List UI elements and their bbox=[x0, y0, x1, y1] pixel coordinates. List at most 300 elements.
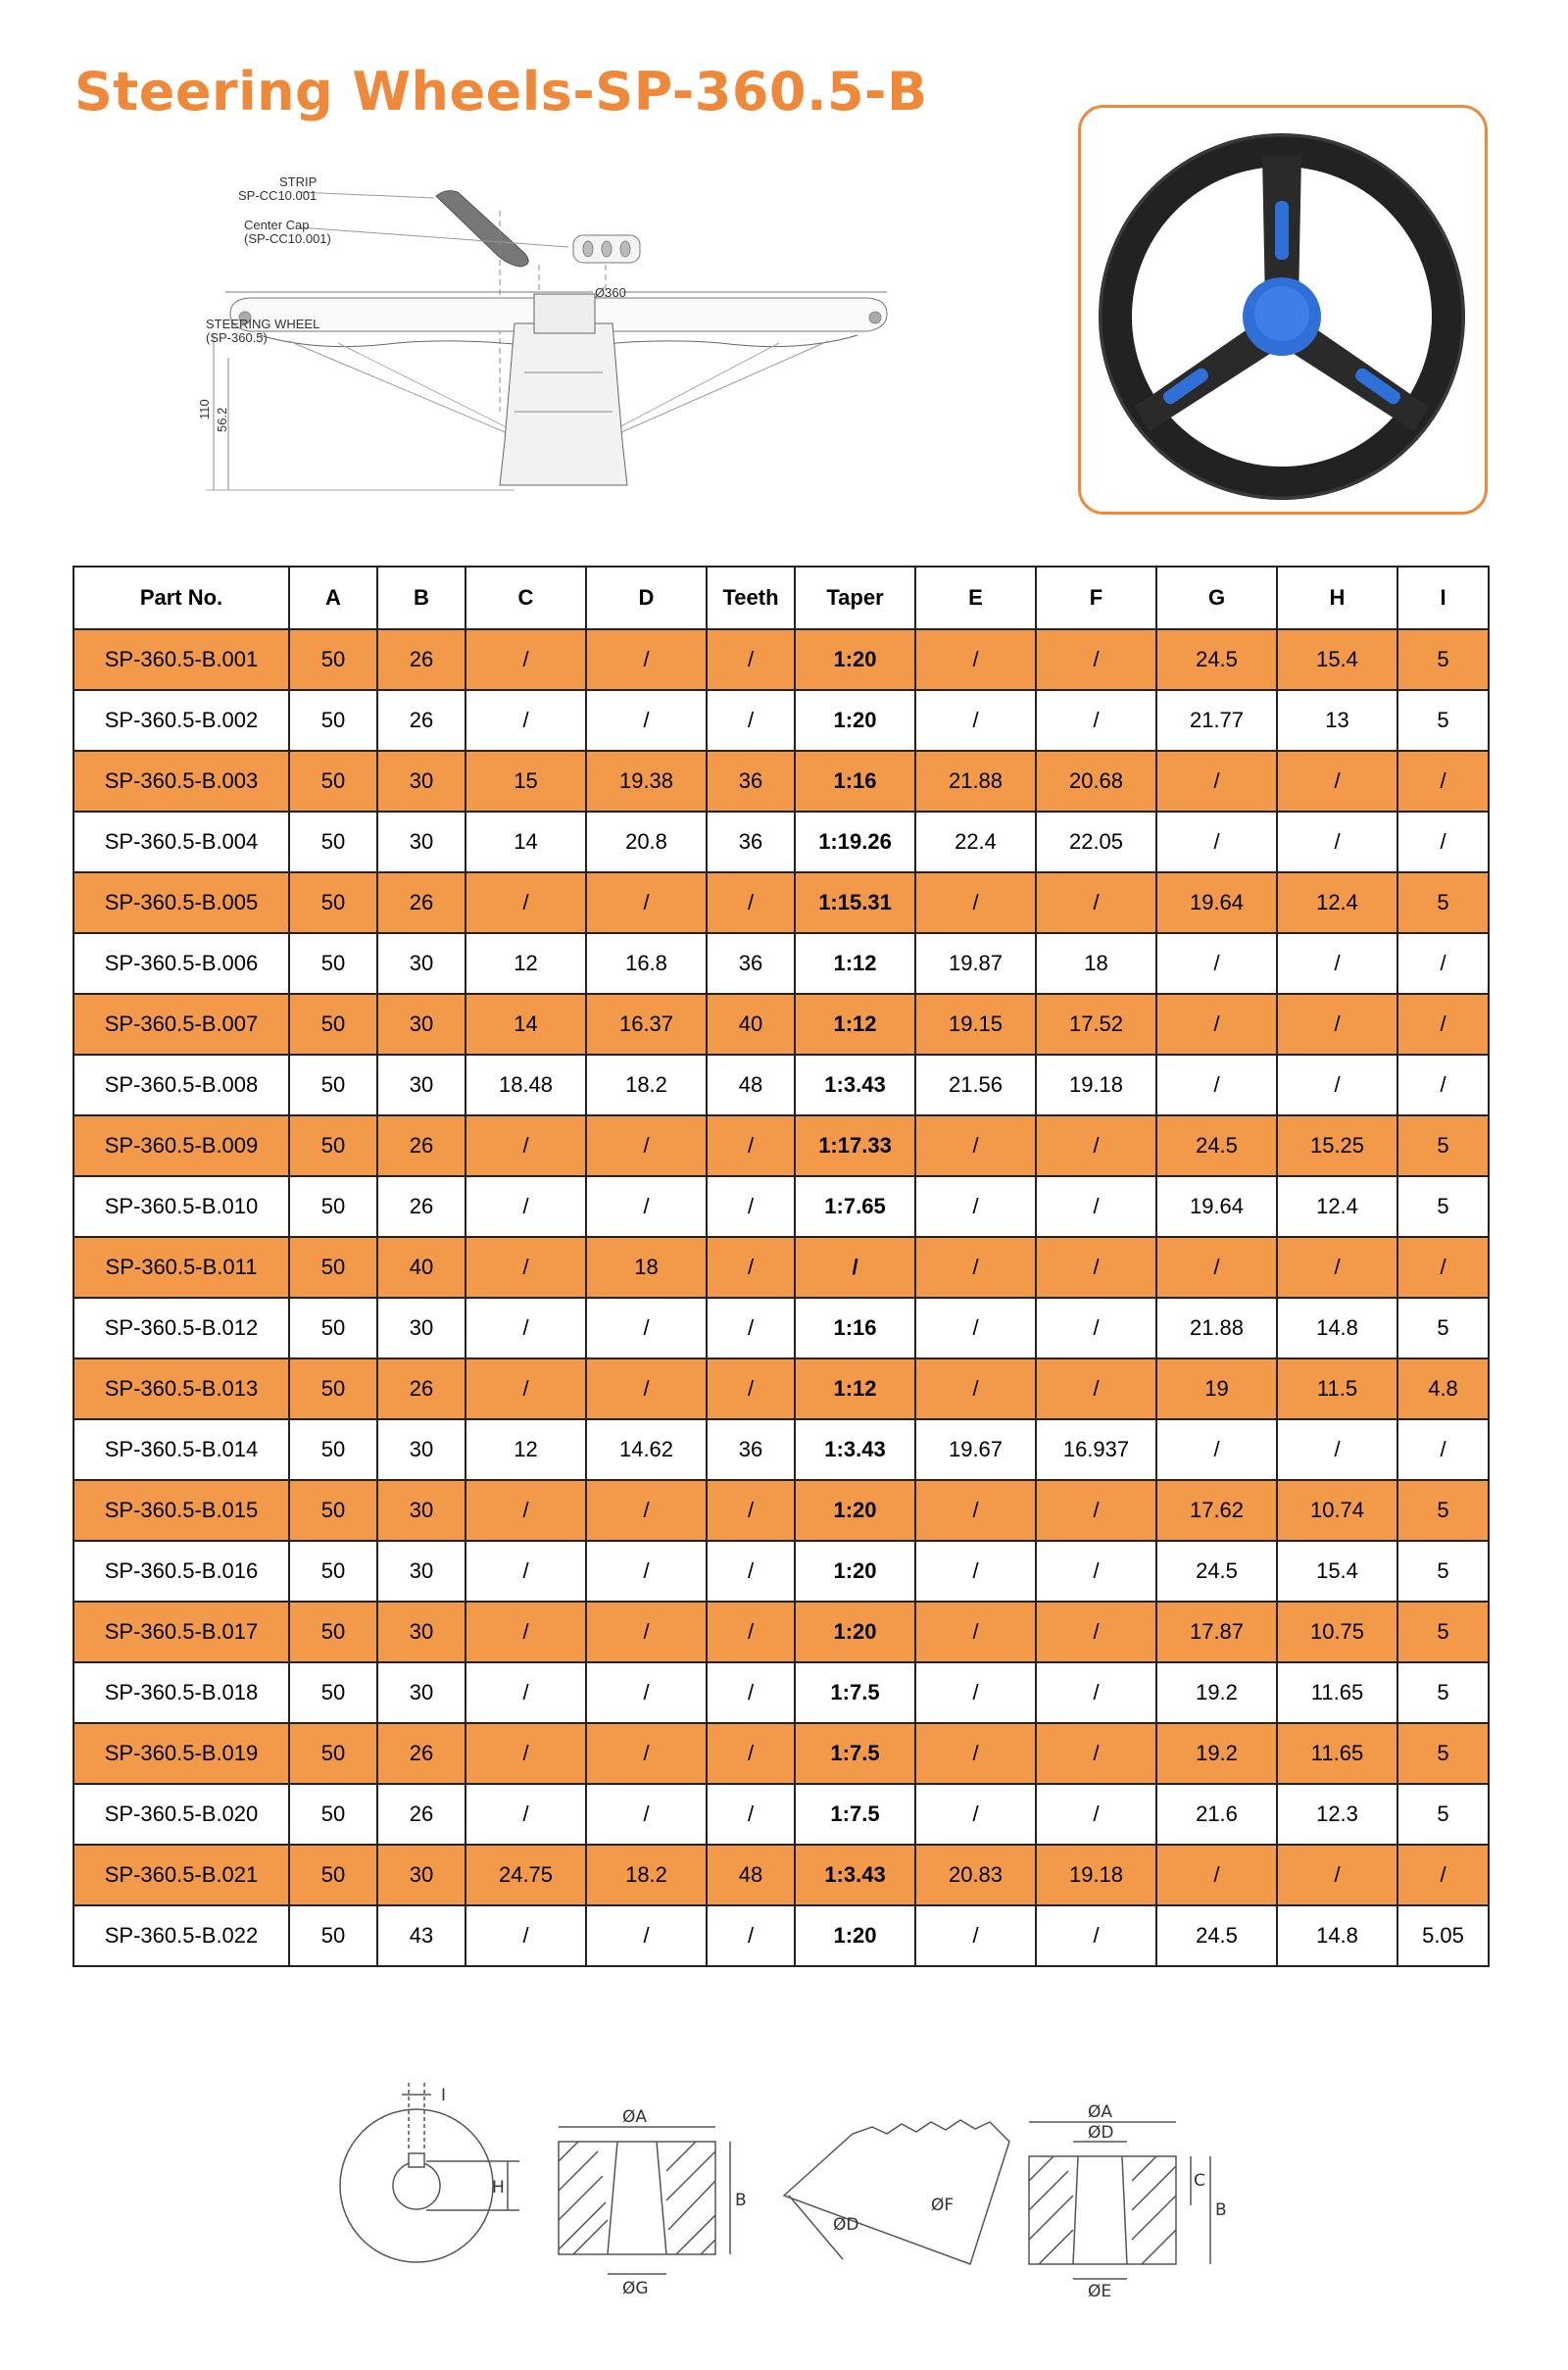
table-cell: / bbox=[466, 1905, 586, 1966]
table-cell: 24.5 bbox=[1156, 1541, 1277, 1602]
table-cell: 19.15 bbox=[915, 994, 1036, 1055]
strip-part bbox=[436, 191, 528, 267]
table-cell: / bbox=[466, 1298, 586, 1358]
table-row bbox=[74, 629, 1489, 690]
table-cell: / bbox=[915, 1662, 1036, 1723]
table-header-row bbox=[74, 567, 1489, 629]
table-cell: 50 bbox=[289, 1602, 377, 1662]
table-cell: 26 bbox=[377, 1358, 466, 1419]
table-cell: 30 bbox=[377, 1541, 466, 1602]
product-photo-frame bbox=[1078, 105, 1488, 515]
table-cell: / bbox=[707, 1176, 795, 1237]
table-cell: 30 bbox=[377, 1055, 466, 1115]
table-cell: 1:7.5 bbox=[795, 1784, 915, 1845]
table-cell: 19.18 bbox=[1036, 1055, 1156, 1115]
table-cell: 12.4 bbox=[1277, 872, 1397, 933]
table-cell: 26 bbox=[377, 629, 466, 690]
table-cell: SP-360.5-B.011 bbox=[74, 1237, 289, 1298]
table-cell: / bbox=[586, 1784, 707, 1845]
table-cell: 1:20 bbox=[795, 629, 915, 690]
table-row bbox=[74, 1602, 1489, 1662]
table-cell: SP-360.5-B.016 bbox=[74, 1541, 289, 1602]
table-cell: / bbox=[586, 872, 707, 933]
table-cell: SP-360.5-B.014 bbox=[74, 1419, 289, 1480]
table-row bbox=[74, 690, 1489, 751]
table-row bbox=[74, 1905, 1489, 1966]
table-cell: / bbox=[915, 1115, 1036, 1176]
table-row bbox=[74, 1723, 1489, 1784]
dim-label-g: ØG bbox=[622, 2279, 649, 2298]
table-cell: / bbox=[707, 872, 795, 933]
table-cell: / bbox=[1156, 994, 1277, 1055]
table-cell: 16.37 bbox=[586, 994, 707, 1055]
table-cell: SP-360.5-B.003 bbox=[74, 751, 289, 812]
table-cell: 19 bbox=[1156, 1358, 1277, 1419]
table-cell: / bbox=[915, 872, 1036, 933]
table-cell: 18 bbox=[586, 1237, 707, 1298]
table-cell: 1:3.43 bbox=[795, 1419, 915, 1480]
table-cell: 30 bbox=[377, 1480, 466, 1541]
table-cell: 5 bbox=[1397, 629, 1489, 690]
table-cell: 50 bbox=[289, 629, 377, 690]
table-cell: / bbox=[1277, 1055, 1397, 1115]
table-cell: 30 bbox=[377, 1662, 466, 1723]
dim-label-a: ØA bbox=[622, 2107, 648, 2127]
table-cell: / bbox=[915, 1298, 1036, 1358]
table-cell: 5 bbox=[1397, 1176, 1489, 1237]
table-cell: 1:20 bbox=[795, 1905, 915, 1966]
table-cell: 50 bbox=[289, 1723, 377, 1784]
table-row bbox=[74, 1784, 1489, 1845]
table-cell: 50 bbox=[289, 1055, 377, 1115]
table-cell: 18.48 bbox=[466, 1055, 586, 1115]
table-cell: / bbox=[707, 1723, 795, 1784]
table-cell: 11.65 bbox=[1277, 1723, 1397, 1784]
table-cell: 30 bbox=[377, 1419, 466, 1480]
center-cap-label: Center Cap bbox=[244, 218, 310, 232]
table-cell: / bbox=[1036, 1298, 1156, 1358]
steering-wheel-label: STEERING WHEEL bbox=[206, 317, 320, 331]
table-cell: 12.4 bbox=[1277, 1176, 1397, 1237]
table-cell: 1:15.31 bbox=[795, 872, 915, 933]
table-cell: / bbox=[586, 1358, 707, 1419]
table-cell: 18 bbox=[1036, 933, 1156, 994]
table-cell: 1:7.5 bbox=[795, 1723, 915, 1784]
table-cell: / bbox=[1036, 1541, 1156, 1602]
table-cell: 1:3.43 bbox=[795, 1845, 915, 1905]
insert-top bbox=[1275, 201, 1289, 260]
dim-label-a-hub: ØA bbox=[1088, 2102, 1113, 2122]
table-cell: 36 bbox=[707, 1419, 795, 1480]
table-cell: / bbox=[1036, 1115, 1156, 1176]
table-cell: 30 bbox=[377, 812, 466, 872]
table-cell: 1:20 bbox=[795, 1541, 915, 1602]
table-cell: 1:20 bbox=[795, 1602, 915, 1662]
table-cell: / bbox=[1036, 1480, 1156, 1541]
table-cell: SP-360.5-B.002 bbox=[74, 690, 289, 751]
table-cell: 19.18 bbox=[1036, 1845, 1156, 1905]
center-cap-part bbox=[573, 235, 640, 263]
table-cell: / bbox=[707, 1115, 795, 1176]
table-cell: SP-360.5-B.013 bbox=[74, 1358, 289, 1419]
column-header: A bbox=[289, 567, 377, 629]
table-cell: 43 bbox=[377, 1905, 466, 1966]
table-row bbox=[74, 994, 1489, 1055]
table-cell: 22.05 bbox=[1036, 812, 1156, 872]
table-cell: / bbox=[1036, 1662, 1156, 1723]
steering-wheel-code: (SP-360.5) bbox=[206, 330, 268, 345]
column-header: G bbox=[1156, 567, 1277, 629]
table-cell: / bbox=[915, 1723, 1036, 1784]
table-row bbox=[74, 1055, 1489, 1115]
table-cell: 1:12 bbox=[795, 994, 915, 1055]
table-cell: 1:20 bbox=[795, 1480, 915, 1541]
table-cell: 5 bbox=[1397, 1541, 1489, 1602]
table-cell: SP-360.5-B.020 bbox=[74, 1784, 289, 1845]
column-header: F bbox=[1036, 567, 1156, 629]
dim-label-d-hub: ØD bbox=[1088, 2123, 1114, 2143]
table-cell: / bbox=[1036, 1723, 1156, 1784]
strip-code: SP-CC10.001 bbox=[238, 188, 318, 203]
table-cell: 30 bbox=[377, 933, 466, 994]
exploded-assembly-diagram bbox=[197, 167, 946, 500]
table-cell: / bbox=[466, 690, 586, 751]
table-cell: 26 bbox=[377, 1115, 466, 1176]
page-title: Steering Wheels-SP-360.5-B bbox=[74, 61, 928, 123]
table-cell: 30 bbox=[377, 1602, 466, 1662]
table-row bbox=[74, 1176, 1489, 1237]
table-cell: 19.64 bbox=[1156, 1176, 1277, 1237]
table-cell: 15.25 bbox=[1277, 1115, 1397, 1176]
table-cell: / bbox=[586, 1723, 707, 1784]
table-cell: 14 bbox=[466, 812, 586, 872]
table-cell: / bbox=[1156, 1055, 1277, 1115]
keyway-diagram bbox=[340, 2083, 519, 2262]
table-cell: 19.38 bbox=[586, 751, 707, 812]
table-cell: 1:3.43 bbox=[795, 1055, 915, 1115]
table-cell: SP-360.5-B.006 bbox=[74, 933, 289, 994]
table-cell: 36 bbox=[707, 812, 795, 872]
table-cell: / bbox=[466, 1662, 586, 1723]
table-cell: SP-360.5-B.021 bbox=[74, 1845, 289, 1905]
table-cell: / bbox=[707, 629, 795, 690]
table-cell: / bbox=[466, 1784, 586, 1845]
table-cell: 5 bbox=[1397, 1723, 1489, 1784]
table-cell: / bbox=[1397, 1419, 1489, 1480]
table-cell: 24.5 bbox=[1156, 629, 1277, 690]
strip-label: STRIP bbox=[279, 174, 318, 189]
table-row bbox=[74, 1237, 1489, 1298]
table-cell: SP-360.5-B.001 bbox=[74, 629, 289, 690]
table-cell: / bbox=[1397, 994, 1489, 1055]
table-cell: / bbox=[586, 1298, 707, 1358]
table-cell: 12.3 bbox=[1277, 1784, 1397, 1845]
column-header: Taper bbox=[795, 567, 915, 629]
table-row bbox=[74, 1662, 1489, 1723]
table-row bbox=[74, 1358, 1489, 1419]
column-header: E bbox=[915, 567, 1036, 629]
table-cell: 50 bbox=[289, 751, 377, 812]
table-cell: 21.77 bbox=[1156, 690, 1277, 751]
table-cell: 20.68 bbox=[1036, 751, 1156, 812]
table-cell: / bbox=[1036, 629, 1156, 690]
table-cell: 19.67 bbox=[915, 1419, 1036, 1480]
table-cell: 48 bbox=[707, 1055, 795, 1115]
table-row bbox=[74, 812, 1489, 872]
taper-bore-diagram bbox=[559, 2127, 730, 2274]
table-cell: 21.56 bbox=[915, 1055, 1036, 1115]
table-cell: / bbox=[466, 1237, 586, 1298]
table-cell: 5 bbox=[1397, 1602, 1489, 1662]
table-cell: 30 bbox=[377, 751, 466, 812]
table-cell: 1:12 bbox=[795, 933, 915, 994]
table-cell: 26 bbox=[377, 1784, 466, 1845]
table-cell: SP-360.5-B.012 bbox=[74, 1298, 289, 1358]
height-label-hub: 56.2 bbox=[215, 407, 229, 432]
table-cell: 50 bbox=[289, 1845, 377, 1905]
table-cell: / bbox=[1156, 933, 1277, 994]
table-cell: 15.4 bbox=[1277, 629, 1397, 690]
table-cell: / bbox=[466, 1176, 586, 1237]
table-cell: SP-360.5-B.004 bbox=[74, 812, 289, 872]
dim-label-d-spline: ØD bbox=[833, 2215, 859, 2235]
table-cell: / bbox=[1036, 1176, 1156, 1237]
table-cell: SP-360.5-B.010 bbox=[74, 1176, 289, 1237]
table-cell: 1:7.5 bbox=[795, 1662, 915, 1723]
table-cell: / bbox=[466, 1480, 586, 1541]
spline-hub-diagram bbox=[1029, 2122, 1210, 2279]
table-row bbox=[74, 1480, 1489, 1541]
table-cell: / bbox=[586, 1176, 707, 1237]
table-cell: 1:16 bbox=[795, 1298, 915, 1358]
table-cell: 50 bbox=[289, 690, 377, 751]
table-cell: 5.05 bbox=[1397, 1905, 1489, 1966]
table-cell: SP-360.5-B.008 bbox=[74, 1055, 289, 1115]
table-cell: 50 bbox=[289, 1541, 377, 1602]
table-cell: 12 bbox=[466, 1419, 586, 1480]
table-cell: / bbox=[1036, 1784, 1156, 1845]
table-cell: / bbox=[915, 1358, 1036, 1419]
table-cell: 19.64 bbox=[1156, 872, 1277, 933]
table-cell: 50 bbox=[289, 994, 377, 1055]
table-cell: 16.937 bbox=[1036, 1419, 1156, 1480]
table-cell: 11.65 bbox=[1277, 1662, 1397, 1723]
table-cell: / bbox=[1277, 933, 1397, 994]
table-cell: / bbox=[707, 1541, 795, 1602]
table-cell: / bbox=[707, 1480, 795, 1541]
dim-label-i: I bbox=[441, 2086, 447, 2105]
table-cell: 40 bbox=[377, 1237, 466, 1298]
table-cell: 13 bbox=[1277, 690, 1397, 751]
table-cell: / bbox=[1036, 690, 1156, 751]
table-cell: 1:16 bbox=[795, 751, 915, 812]
table-cell: 5 bbox=[1397, 1662, 1489, 1723]
table-cell: 36 bbox=[707, 751, 795, 812]
table-cell: / bbox=[915, 1784, 1036, 1845]
table-cell: 21.88 bbox=[1156, 1298, 1277, 1358]
table-cell: / bbox=[1036, 1237, 1156, 1298]
column-header: Part No. bbox=[74, 567, 289, 629]
table-cell: 11.5 bbox=[1277, 1358, 1397, 1419]
table-cell: / bbox=[586, 1541, 707, 1602]
table-cell: / bbox=[1277, 812, 1397, 872]
table-cell: 24.5 bbox=[1156, 1115, 1277, 1176]
table-cell: / bbox=[915, 1602, 1036, 1662]
table-cell: SP-360.5-B.022 bbox=[74, 1905, 289, 1966]
table-cell: / bbox=[707, 1905, 795, 1966]
table-cell: 30 bbox=[377, 994, 466, 1055]
table-cell: 26 bbox=[377, 1176, 466, 1237]
table-cell: 20.8 bbox=[586, 812, 707, 872]
dim-label-b-hub: B bbox=[1215, 2200, 1227, 2220]
table-cell: / bbox=[466, 1358, 586, 1419]
table-cell: 50 bbox=[289, 1419, 377, 1480]
table-cell: / bbox=[1036, 1602, 1156, 1662]
table-row bbox=[74, 933, 1489, 994]
table-cell: / bbox=[915, 1480, 1036, 1541]
table-cell: 22.4 bbox=[915, 812, 1036, 872]
table-cell: / bbox=[915, 1541, 1036, 1602]
table-cell: 50 bbox=[289, 1237, 377, 1298]
table-cell: / bbox=[1156, 1419, 1277, 1480]
table-cell: 5 bbox=[1397, 690, 1489, 751]
table-cell: / bbox=[586, 1602, 707, 1662]
table-cell: / bbox=[1277, 1419, 1397, 1480]
table-cell: / bbox=[915, 1905, 1036, 1966]
table-cell: 50 bbox=[289, 1480, 377, 1541]
height-label-total: 110 bbox=[197, 399, 212, 420]
table-cell: 21.88 bbox=[915, 751, 1036, 812]
table-cell: 19.87 bbox=[915, 933, 1036, 994]
table-cell: 19.2 bbox=[1156, 1723, 1277, 1784]
table-row bbox=[74, 1115, 1489, 1176]
table-cell: 24.75 bbox=[466, 1845, 586, 1905]
table-cell: SP-360.5-B.005 bbox=[74, 872, 289, 933]
table-cell: 50 bbox=[289, 1662, 377, 1723]
table-cell: 50 bbox=[289, 1298, 377, 1358]
table-cell: 50 bbox=[289, 872, 377, 933]
table-cell: 30 bbox=[377, 1845, 466, 1905]
table-cell: / bbox=[1156, 751, 1277, 812]
table-cell: / bbox=[586, 1115, 707, 1176]
table-cell: 17.87 bbox=[1156, 1602, 1277, 1662]
dim-label-b: B bbox=[735, 2191, 747, 2210]
column-header: C bbox=[466, 567, 586, 629]
table-cell: 40 bbox=[707, 994, 795, 1055]
dimension-diagrams bbox=[323, 2073, 1264, 2301]
table-cell: 36 bbox=[707, 933, 795, 994]
table-cell: / bbox=[1277, 1237, 1397, 1298]
table-cell: SP-360.5-B.007 bbox=[74, 994, 289, 1055]
table-cell: / bbox=[1036, 1358, 1156, 1419]
table-cell: / bbox=[795, 1237, 915, 1298]
table-cell: 17.52 bbox=[1036, 994, 1156, 1055]
table-cell: / bbox=[1277, 994, 1397, 1055]
table-cell: / bbox=[1397, 812, 1489, 872]
table-cell: / bbox=[466, 872, 586, 933]
table-cell: 30 bbox=[377, 1298, 466, 1358]
table-cell: SP-360.5-B.017 bbox=[74, 1602, 289, 1662]
table-cell: / bbox=[915, 690, 1036, 751]
table-cell: / bbox=[1156, 1237, 1277, 1298]
table-cell: / bbox=[707, 1784, 795, 1845]
spline-diagram bbox=[784, 2120, 1009, 2264]
spec-table bbox=[73, 566, 1490, 1967]
table-cell: / bbox=[1397, 1055, 1489, 1115]
table-cell: / bbox=[466, 629, 586, 690]
dim-label-f: ØF bbox=[931, 2196, 955, 2215]
table-cell: / bbox=[586, 629, 707, 690]
table-cell: / bbox=[1036, 1905, 1156, 1966]
table-row bbox=[74, 751, 1489, 812]
table-cell: 1:20 bbox=[795, 690, 915, 751]
table-cell: / bbox=[466, 1115, 586, 1176]
table-row bbox=[74, 1298, 1489, 1358]
table-cell: 18.2 bbox=[586, 1845, 707, 1905]
table-cell: 14.8 bbox=[1277, 1905, 1397, 1966]
table-cell: 5 bbox=[1397, 1784, 1489, 1845]
table-cell: 20.83 bbox=[915, 1845, 1036, 1905]
table-cell: 50 bbox=[289, 812, 377, 872]
table-cell: / bbox=[707, 1602, 795, 1662]
table-row bbox=[74, 1845, 1489, 1905]
table-cell: 26 bbox=[377, 872, 466, 933]
table-cell: / bbox=[466, 1541, 586, 1602]
table-cell: 5 bbox=[1397, 1480, 1489, 1541]
table-row bbox=[74, 1419, 1489, 1480]
table-cell: 14.62 bbox=[586, 1419, 707, 1480]
table-cell: 14.8 bbox=[1277, 1298, 1397, 1358]
column-header: H bbox=[1277, 567, 1397, 629]
table-cell: 24.5 bbox=[1156, 1905, 1277, 1966]
table-cell: / bbox=[586, 1662, 707, 1723]
column-header: B bbox=[377, 567, 466, 629]
table-cell: 50 bbox=[289, 1784, 377, 1845]
table-cell: / bbox=[707, 1237, 795, 1298]
table-cell: / bbox=[1397, 1845, 1489, 1905]
table-cell: 50 bbox=[289, 1176, 377, 1237]
table-cell: / bbox=[586, 690, 707, 751]
table-cell: / bbox=[707, 1358, 795, 1419]
table-cell: 10.74 bbox=[1277, 1480, 1397, 1541]
table-cell: / bbox=[466, 1602, 586, 1662]
center-cap-code: (SP-CC10.001) bbox=[244, 231, 331, 246]
table-cell: / bbox=[466, 1723, 586, 1784]
table-cell: / bbox=[707, 1662, 795, 1723]
table-cell: 19.2 bbox=[1156, 1662, 1277, 1723]
table-cell: / bbox=[915, 1237, 1036, 1298]
table-cell: / bbox=[1397, 933, 1489, 994]
table-cell: 21.6 bbox=[1156, 1784, 1277, 1845]
table-cell: / bbox=[1397, 751, 1489, 812]
table-cell: SP-360.5-B.015 bbox=[74, 1480, 289, 1541]
table-cell: / bbox=[586, 1480, 707, 1541]
table-cell: 14 bbox=[466, 994, 586, 1055]
table-cell: 12 bbox=[466, 933, 586, 994]
table-cell: 16.8 bbox=[586, 933, 707, 994]
table-cell: 17.62 bbox=[1156, 1480, 1277, 1541]
table-cell: / bbox=[707, 1298, 795, 1358]
table-cell: 1:19.26 bbox=[795, 812, 915, 872]
table-cell: / bbox=[586, 1905, 707, 1966]
table-cell: 15 bbox=[466, 751, 586, 812]
table-cell: SP-360.5-B.018 bbox=[74, 1662, 289, 1723]
table-cell: 4.8 bbox=[1397, 1358, 1489, 1419]
table-cell: / bbox=[915, 629, 1036, 690]
steering-wheel-photo bbox=[1081, 108, 1485, 512]
table-cell: 15.4 bbox=[1277, 1541, 1397, 1602]
dim-label-e: ØE bbox=[1088, 2282, 1112, 2301]
